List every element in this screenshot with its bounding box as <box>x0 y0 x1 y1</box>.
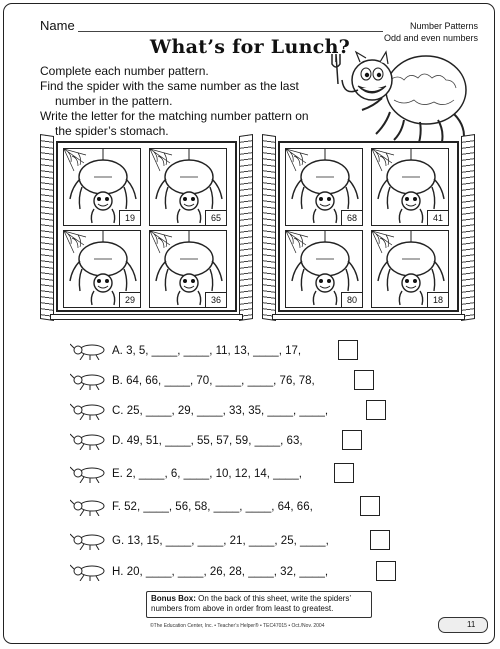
pattern-text: B. 64, 66, ____, 70, ____, ____, 76, 78, <box>112 375 315 387</box>
page-badge <box>438 617 488 633</box>
window-frame <box>278 141 459 312</box>
pattern-row-e <box>0 463 500 487</box>
bonus-label: Bonus Box: <box>151 594 196 603</box>
pattern-text: A. 3, 5, ____, ____, 11, 13, ____, 17, <box>112 345 302 357</box>
name-label: Name <box>40 18 75 33</box>
window-sill <box>50 314 243 320</box>
bug-icon <box>70 496 110 516</box>
bug-icon <box>70 370 110 390</box>
bug-icon <box>70 340 110 360</box>
pattern-row-b <box>0 370 500 394</box>
page-number: 11 <box>467 620 476 629</box>
pattern-row-f <box>0 496 500 520</box>
instructions <box>40 64 309 139</box>
pattern-text: C. 25, ____, 29, ____, 33, 35, ____, ____, <box>112 405 329 417</box>
window-shutter <box>262 134 276 321</box>
spider-pane <box>371 148 449 226</box>
page-title: What’s for Lunch? <box>149 36 351 58</box>
instruction-line: Find the spider with the same number as the last <box>40 79 299 93</box>
spider-pane <box>371 230 449 308</box>
spider-pane <box>63 148 141 226</box>
pattern-text: E. 2, ____, 6, ____, 10, 12, 14, ____, <box>112 468 302 480</box>
bug-icon <box>70 463 110 483</box>
window-shutter <box>461 134 475 321</box>
bug-icon <box>70 400 110 420</box>
spider-pane <box>63 230 141 308</box>
pattern-row-d <box>0 430 500 454</box>
spider-number: 29 <box>119 292 140 307</box>
pattern-text: G. 13, 15, ____, ____, 21, ____, 25, ____, <box>112 535 329 547</box>
pattern-text: H. 20, ____, ____, 26, 28, ____, 32, ____, <box>112 566 329 578</box>
pattern-row-h <box>0 561 500 585</box>
window-frame <box>56 141 237 312</box>
bug-icon <box>70 530 110 550</box>
answer-box[interactable] <box>366 400 386 420</box>
pattern-text: F. 52, ____, 56, 58, ____, ____, 64, 66, <box>112 501 313 513</box>
topic-line-1: Number Patterns <box>409 21 478 31</box>
spider-pane <box>149 230 227 308</box>
right-window <box>262 135 475 320</box>
instruction-line: Complete each number pattern. <box>40 64 209 78</box>
bug-icon <box>70 430 110 450</box>
name-line[interactable] <box>78 31 383 32</box>
pattern-row-a <box>0 340 500 364</box>
window-sill <box>272 314 465 320</box>
pattern-row-g <box>0 530 500 554</box>
bug-icon <box>70 561 110 581</box>
pattern-text: D. 49, 51, ____, 55, 57, 59, ____, 63, <box>112 435 303 447</box>
spider-number: 68 <box>341 210 362 225</box>
bonus-box <box>146 591 372 618</box>
spider-number: 41 <box>427 210 448 225</box>
answer-box[interactable] <box>354 370 374 390</box>
answer-box[interactable] <box>334 463 354 483</box>
spider-pane <box>285 230 363 308</box>
footer-credit: ©The Education Center, Inc. • Teacher’s Helper® • TEC47015 • Oct./Nov. 2004 <box>150 623 325 629</box>
spider-number: 65 <box>205 210 226 225</box>
spider-pane <box>285 148 363 226</box>
answer-box[interactable] <box>376 561 396 581</box>
instruction-line: the spider’s stomach. <box>55 124 169 138</box>
spider-number: 80 <box>341 292 362 307</box>
window-shutter <box>40 134 54 321</box>
spider-number: 36 <box>205 292 226 307</box>
answer-box[interactable] <box>370 530 390 550</box>
spider-number: 18 <box>427 292 448 307</box>
answer-box[interactable] <box>338 340 358 360</box>
answer-box[interactable] <box>360 496 380 516</box>
left-window <box>40 135 253 320</box>
spider-pane <box>149 148 227 226</box>
answer-box[interactable] <box>342 430 362 450</box>
pattern-row-c <box>0 400 500 424</box>
instruction-line: Write the letter for the matching number pattern on <box>40 109 309 123</box>
spider-mascot-icon <box>320 40 472 150</box>
bonus-text: On the back of this sheet, write the spiders’ numbers from above in order from least to greatest. <box>151 594 351 613</box>
spider-number: 19 <box>119 210 140 225</box>
instruction-line: number in the pattern. <box>55 94 173 108</box>
topic-line-2: Odd and even numbers <box>383 33 478 43</box>
window-shutter <box>239 134 253 321</box>
